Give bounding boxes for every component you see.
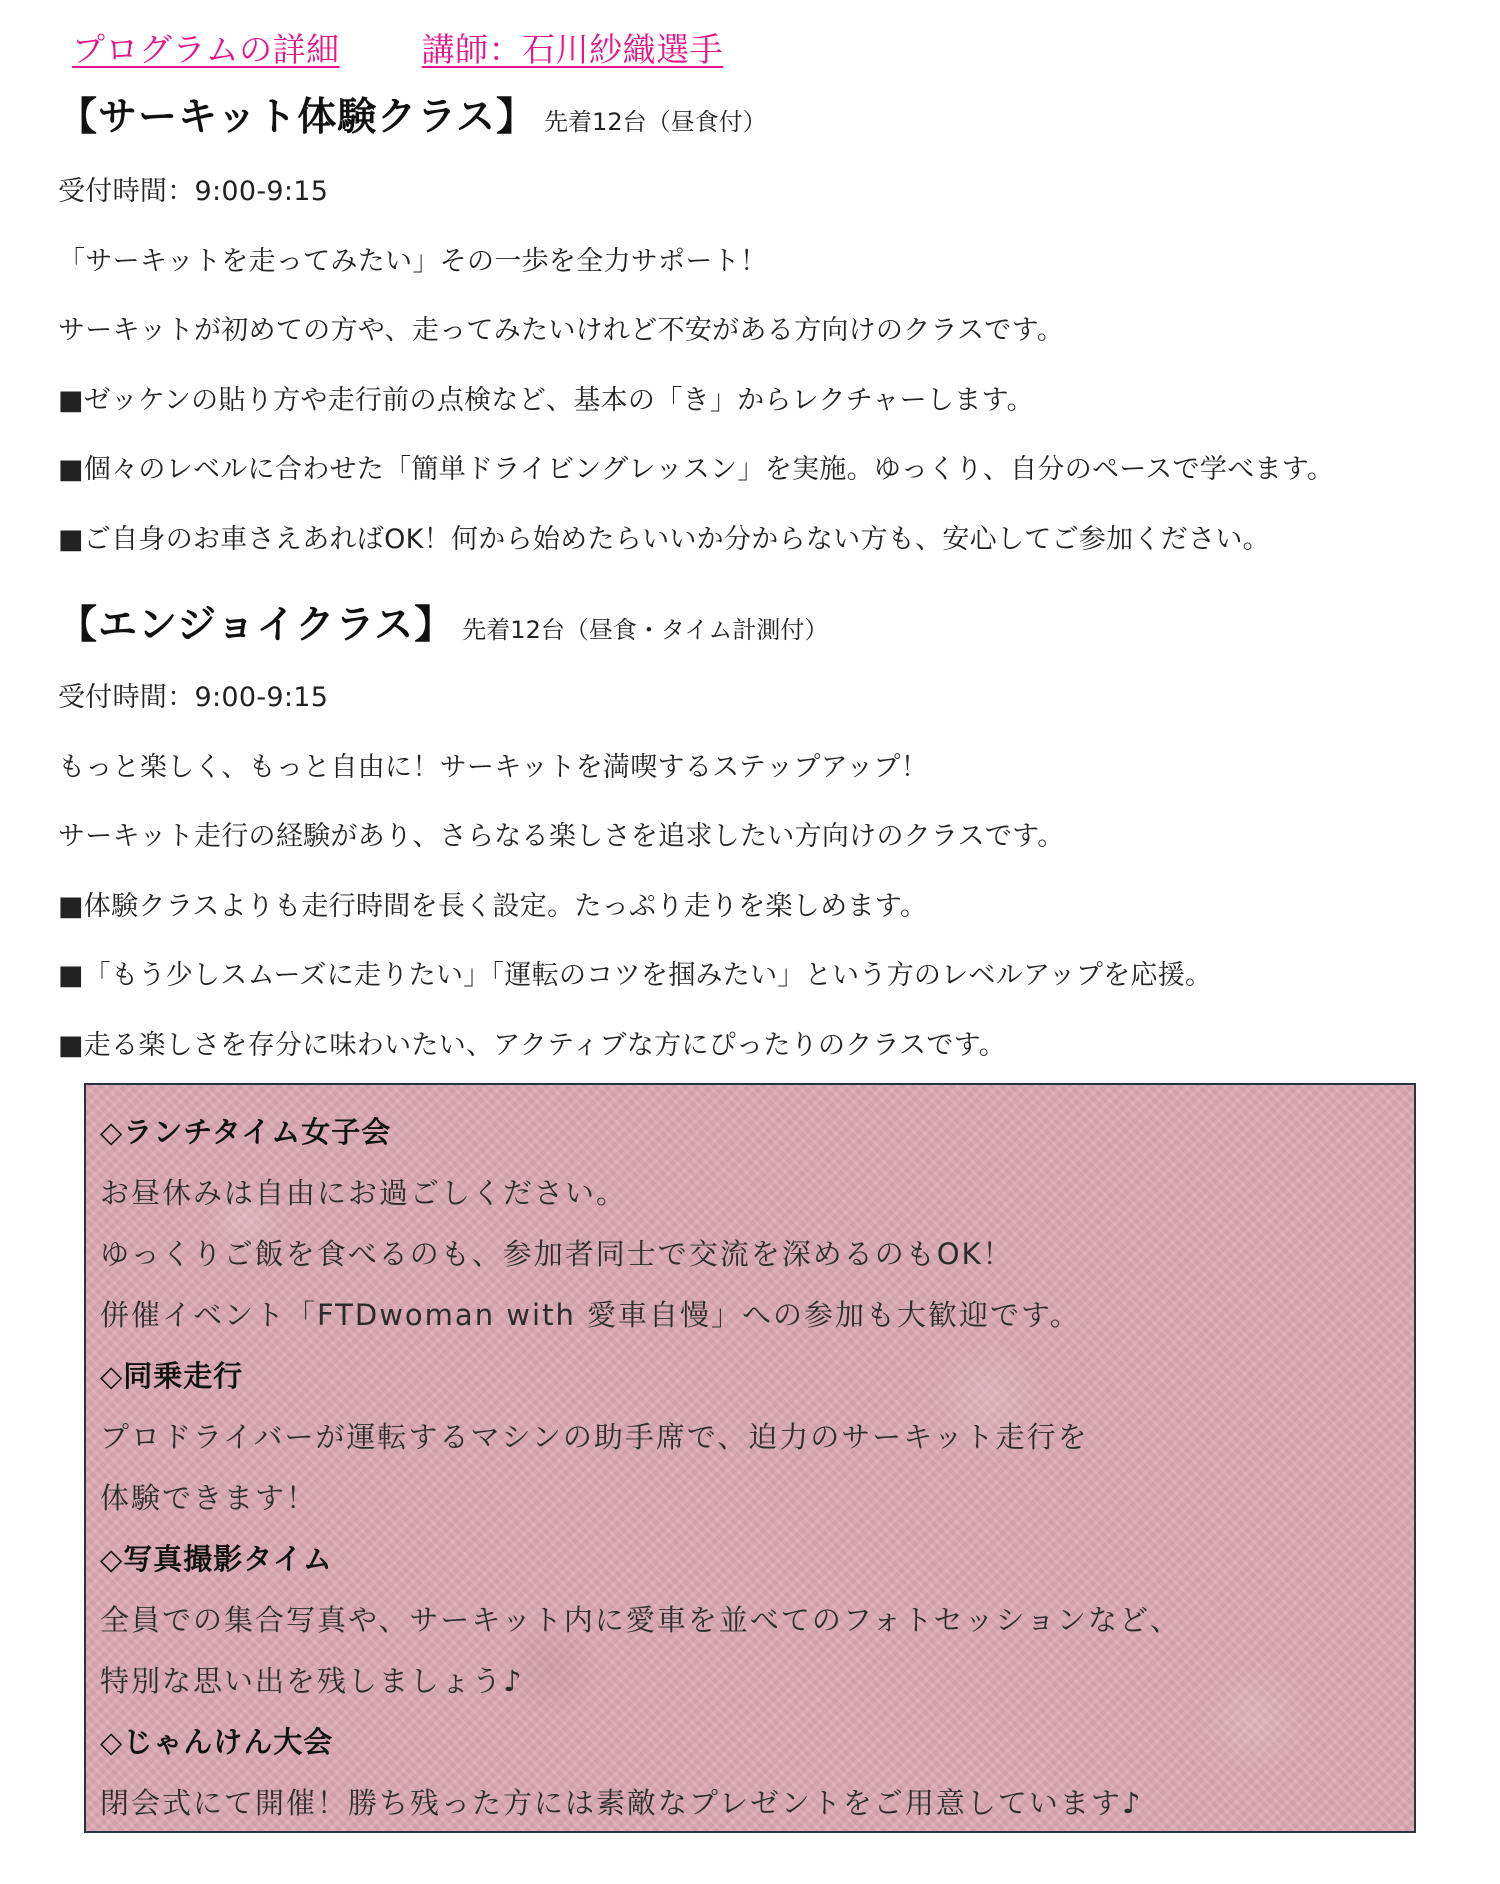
class-tagline: もっと楽しく、もっと自由に！サーキットを満喫するステップアップ！ <box>58 751 929 783</box>
event-text: 全員での集合写真や、サーキット内に愛車を並べてのフォトセッションなど、 <box>100 1603 1181 1637</box>
class-tagline: 「サーキットを走ってみたい」その一歩を全力サポート！ <box>58 245 768 277</box>
reception-time: 受付時間：9:00-9:15 <box>58 682 329 713</box>
event-text: プロドライバーが運転するマシンの助手席で、迫力のサーキット走行を <box>100 1420 1089 1454</box>
class-description: サーキット走行の経験があり、さらなる楽しさを追求したい方向けのクラスです。 <box>58 821 1065 852</box>
event-text: お昼休みは自由にお過ごしください。 <box>100 1176 628 1210</box>
events-info-box <box>84 1083 1416 1833</box>
event-text: 閉会式にて開催！勝ち残った方には素敵なプレゼントをご用意しています♪ <box>100 1786 1143 1820</box>
instructor-link[interactable]: 講師：石川紗織選手 <box>421 30 724 69</box>
class-bullet: ■個々のレベルに合わせた「簡単ドライビングレッスン」を実施。ゆっくり、自分のペースで学べます。 <box>58 454 1335 485</box>
reception-time: 受付時間：9:00-9:15 <box>58 176 329 207</box>
class-bullet: ■ゼッケンの貼り方や走行前の点検など、基本の「き」からレクチャーします。 <box>58 384 1034 416</box>
program-details-link[interactable]: プログラムの詳細 <box>72 30 340 69</box>
event-text: 特別な思い出を残しましょう♪ <box>100 1664 524 1698</box>
class-bullet: ■「もう少しスムーズに走りたい」「運転のコツを掴みたい」という方のレベルアップを応援。 <box>58 960 1213 991</box>
circuit-experience-class-details <box>58 172 1458 589</box>
event-text: 併催イベント「FTDwoman with 愛車自慢」への参加も大歓迎です。 <box>100 1298 1081 1332</box>
class-title: 【エンジョイクラス】 <box>58 603 455 648</box>
class-capacity-note: 先着12台（昼食・タイム計測付） <box>462 616 829 644</box>
class-bullet: ■ご自身のお車さえあればOK！何から始めたらいいか分からない方も、安心してご参加ください。 <box>58 523 1270 555</box>
event-heading-ride-along: ◇同乗走行 <box>100 1359 244 1393</box>
event-heading-lunch: ◇ランチタイム女子会 <box>100 1115 392 1149</box>
event-text: 体験できます！ <box>100 1481 318 1515</box>
event-heading-janken: ◇じゃんけん大会 <box>100 1725 334 1759</box>
event-text: ゆっくりご飯を食べるのも、参加者同士で交流を深めるのもOK！ <box>100 1237 1014 1271</box>
event-heading-photo: ◇写真撮影タイム <box>100 1542 333 1576</box>
enjoy-class-details <box>58 678 1458 1095</box>
class-description: サーキットが初めての方や、走ってみたいけれど不安がある方向けのクラスです。 <box>58 315 1065 346</box>
class-capacity-note: 先着12台（昼食付） <box>544 108 767 136</box>
enjoy-class-heading <box>58 594 828 650</box>
class-title: 【サーキット体験クラス】 <box>58 95 537 140</box>
circuit-experience-class-heading <box>58 86 767 142</box>
header-row <box>72 24 723 71</box>
class-bullet: ■体験クラスよりも走行時間を長く設定。たっぷり走りを楽しめます。 <box>58 890 928 922</box>
class-bullet: ■走る楽しさを存分に味わいたい、アクティブな方にぴったりのクラスです。 <box>58 1029 1007 1061</box>
